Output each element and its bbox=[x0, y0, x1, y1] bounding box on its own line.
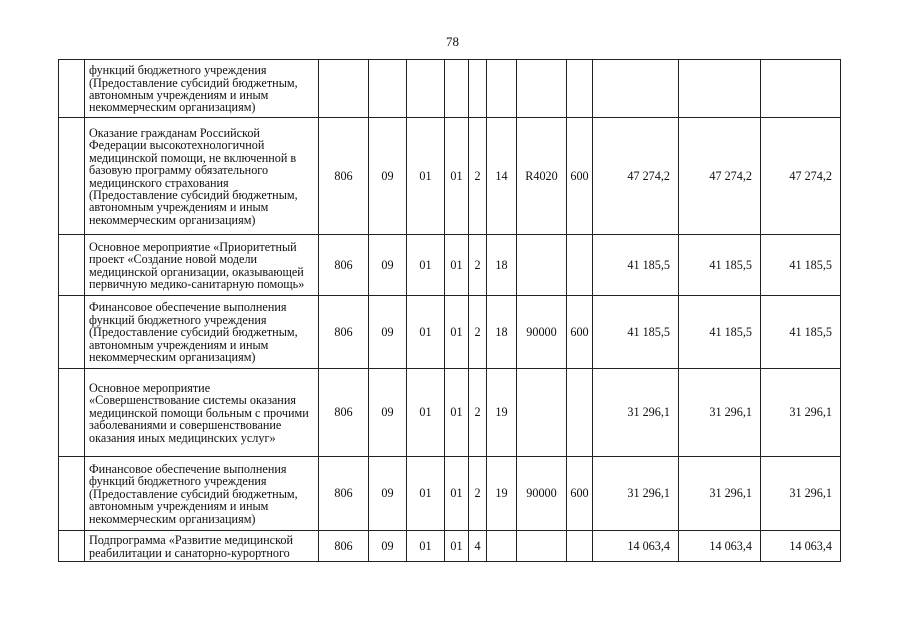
section-code-cell bbox=[369, 60, 407, 118]
table-row bbox=[59, 60, 841, 118]
subsection-code-cell: 01 bbox=[407, 531, 445, 562]
direction-code-cell bbox=[517, 369, 567, 457]
row-name-cell: функций бюджетного учреждения (Предоставление субсидий бюджетным, автономным учреждениям и иным некоммерческим организациям) bbox=[85, 60, 319, 118]
ministry-code-cell: 806 bbox=[319, 369, 369, 457]
section-code-cell: 09 bbox=[369, 457, 407, 531]
table-row bbox=[59, 296, 841, 369]
section-code-cell: 09 bbox=[369, 296, 407, 369]
amount-2-cell: 14 063,4 bbox=[679, 531, 761, 562]
section-code-cell: 09 bbox=[369, 118, 407, 235]
program-code-cell: 01 bbox=[445, 457, 469, 531]
subsection-code-cell: 01 bbox=[407, 369, 445, 457]
table-row bbox=[59, 118, 841, 235]
ministry-code-cell: 806 bbox=[319, 457, 369, 531]
subprogram-code-cell: 2 bbox=[469, 369, 487, 457]
program-code-cell: 01 bbox=[445, 296, 469, 369]
program-code-cell: 01 bbox=[445, 118, 469, 235]
expense-type-cell bbox=[567, 369, 593, 457]
expense-type-cell bbox=[567, 60, 593, 118]
amount-2-cell: 41 185,5 bbox=[679, 296, 761, 369]
subsection-code-cell: 01 bbox=[407, 118, 445, 235]
row-name-cell: Подпрограмма «Развитие медицинской реабилитации и санаторно-курортного bbox=[85, 531, 319, 562]
amount-3-cell: 31 296,1 bbox=[761, 457, 841, 531]
subsection-code-cell bbox=[407, 60, 445, 118]
subprogram-code-cell: 2 bbox=[469, 118, 487, 235]
row-name-cell: Основное мероприятие «Приоритетный проект «Создание новой модели медицинской организации, оказывающей первичную медико-санитарную помощь» bbox=[85, 235, 319, 296]
subsection-code-cell: 01 bbox=[407, 235, 445, 296]
direction-code-cell: R4020 bbox=[517, 118, 567, 235]
event-code-cell bbox=[487, 60, 517, 118]
index-cell bbox=[59, 235, 85, 296]
ministry-code-cell: 806 bbox=[319, 235, 369, 296]
row-name-cell: Финансовое обеспечение выполнения функций бюджетного учреждения (Предоставление субсидий бюджетным, автономным учреждениям и иным некоммерческим организациям) bbox=[85, 457, 319, 531]
event-code-cell: 19 bbox=[487, 457, 517, 531]
ministry-code-cell: 806 bbox=[319, 296, 369, 369]
budget-table bbox=[58, 59, 841, 562]
section-code-cell: 09 bbox=[369, 235, 407, 296]
expense-type-cell bbox=[567, 531, 593, 562]
index-cell bbox=[59, 457, 85, 531]
row-name-cell: Основное мероприятие «Совершенствование системы оказания медицинской помощи больным с прочими заболеваниями и совершенствование оказания иных медицинских услуг» bbox=[85, 369, 319, 457]
subprogram-code-cell: 2 bbox=[469, 457, 487, 531]
amount-1-cell: 31 296,1 bbox=[593, 369, 679, 457]
amount-1-cell bbox=[593, 60, 679, 118]
subprogram-code-cell: 4 bbox=[469, 531, 487, 562]
table-row bbox=[59, 531, 841, 562]
amount-1-cell: 14 063,4 bbox=[593, 531, 679, 562]
ministry-code-cell: 806 bbox=[319, 118, 369, 235]
amount-1-cell: 41 185,5 bbox=[593, 235, 679, 296]
section-code-cell: 09 bbox=[369, 369, 407, 457]
amount-2-cell: 47 274,2 bbox=[679, 118, 761, 235]
table-row bbox=[59, 457, 841, 531]
index-cell bbox=[59, 60, 85, 118]
amount-3-cell: 14 063,4 bbox=[761, 531, 841, 562]
subsection-code-cell: 01 bbox=[407, 457, 445, 531]
subprogram-code-cell: 2 bbox=[469, 296, 487, 369]
section-code-cell: 09 bbox=[369, 531, 407, 562]
table-row bbox=[59, 235, 841, 296]
amount-1-cell: 31 296,1 bbox=[593, 457, 679, 531]
program-code-cell: 01 bbox=[445, 235, 469, 296]
ministry-code-cell: 806 bbox=[319, 531, 369, 562]
index-cell bbox=[59, 296, 85, 369]
amount-2-cell bbox=[679, 60, 761, 118]
table-row bbox=[59, 369, 841, 457]
index-cell bbox=[59, 531, 85, 562]
program-code-cell: 01 bbox=[445, 369, 469, 457]
direction-code-cell bbox=[517, 60, 567, 118]
amount-2-cell: 31 296,1 bbox=[679, 457, 761, 531]
program-code-cell: 01 bbox=[445, 531, 469, 562]
direction-code-cell bbox=[517, 235, 567, 296]
amount-2-cell: 41 185,5 bbox=[679, 235, 761, 296]
index-cell bbox=[59, 118, 85, 235]
expense-type-cell bbox=[567, 235, 593, 296]
amount-1-cell: 47 274,2 bbox=[593, 118, 679, 235]
amount-3-cell: 41 185,5 bbox=[761, 296, 841, 369]
subsection-code-cell: 01 bbox=[407, 296, 445, 369]
page-number: 78 bbox=[446, 34, 459, 49]
event-code-cell: 18 bbox=[487, 296, 517, 369]
amount-2-cell: 31 296,1 bbox=[679, 369, 761, 457]
direction-code-cell: 90000 bbox=[517, 457, 567, 531]
subprogram-code-cell: 2 bbox=[469, 235, 487, 296]
row-name-cell: Оказание гражданам Российской Федерации высокотехнологичной медицинской помощи, не включенной в базовую программу обязательного медицинского страхования (Предоставление субсидий бюджетным, автономным учреждениям и иным некоммерческим организациям) bbox=[85, 118, 319, 235]
program-code-cell bbox=[445, 60, 469, 118]
direction-code-cell bbox=[517, 531, 567, 562]
amount-1-cell: 41 185,5 bbox=[593, 296, 679, 369]
amount-3-cell: 31 296,1 bbox=[761, 369, 841, 457]
amount-3-cell: 47 274,2 bbox=[761, 118, 841, 235]
subprogram-code-cell bbox=[469, 60, 487, 118]
amount-3-cell bbox=[761, 60, 841, 118]
event-code-cell: 19 bbox=[487, 369, 517, 457]
row-name-cell: Финансовое обеспечение выполнения функций бюджетного учреждения (Предоставление субсидий бюджетным, автономным учреждениям и иным некоммерческим организациям) bbox=[85, 296, 319, 369]
expense-type-cell: 600 bbox=[567, 457, 593, 531]
event-code-cell: 14 bbox=[487, 118, 517, 235]
index-cell bbox=[59, 369, 85, 457]
expense-type-cell: 600 bbox=[567, 118, 593, 235]
amount-3-cell: 41 185,5 bbox=[761, 235, 841, 296]
expense-type-cell: 600 bbox=[567, 296, 593, 369]
event-code-cell: 18 bbox=[487, 235, 517, 296]
direction-code-cell: 90000 bbox=[517, 296, 567, 369]
event-code-cell bbox=[487, 531, 517, 562]
ministry-code-cell bbox=[319, 60, 369, 118]
